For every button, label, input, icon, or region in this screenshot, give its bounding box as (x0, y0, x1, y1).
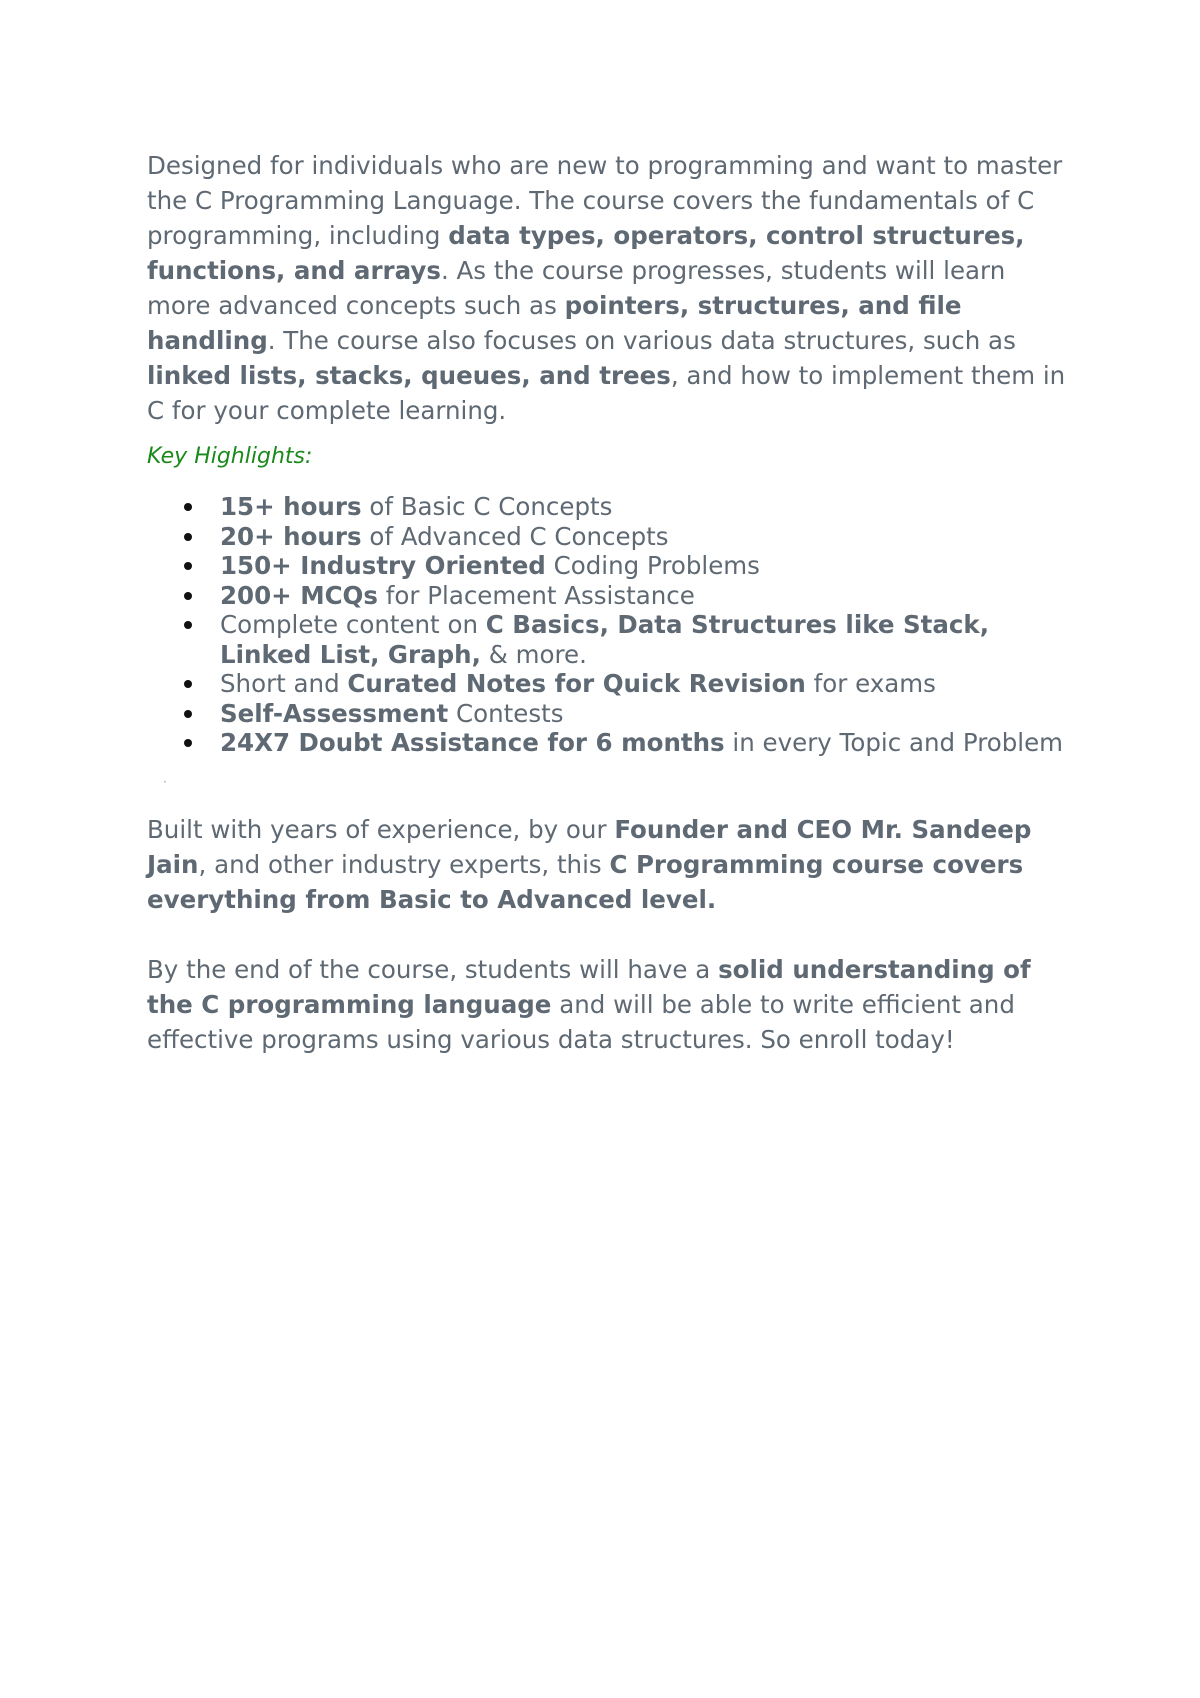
intro-bold-3: linked lists, stacks, queues, and trees (147, 361, 671, 390)
built-bold-2: C Programming course covers everything from Basic to Advanced level. (147, 849, 1024, 914)
key-highlights-heading: Key Highlights: (147, 444, 313, 469)
item-bold: Curated Notes for Quick Revision (347, 669, 806, 698)
intro-bold-1: data types, operators, control structures, functions, and arrays (147, 221, 1025, 285)
item-bold: 20+ hours (220, 521, 362, 551)
ending-paragraph (147, 952, 1067, 1057)
item-text: of Basic C Concepts (361, 492, 613, 521)
intro-text-1: Designed for individuals who are new to programming and want to master the C Programming Language. The course covers the fundamentals of C programming, including (147, 151, 1063, 250)
built-text-2: , and other industry experts, this (198, 849, 610, 879)
item-lead-text: Short and (220, 669, 348, 698)
list-item (220, 581, 1067, 611)
intro-text-3: . The course also focuses on various data structures, such as (267, 326, 1016, 355)
built-paragraph (147, 812, 1067, 917)
ending-bold-1: solid understanding of the C programming language (147, 954, 1031, 1019)
item-bold: Self-Assessment (220, 698, 449, 728)
list-item (220, 492, 1067, 522)
item-text: Coding Problems (545, 551, 760, 580)
ending-text-1: By the end of the course, students will have a (147, 954, 719, 984)
item-text: Contests (448, 698, 564, 728)
item-bold: 15+ hours (220, 492, 362, 521)
item-bold: 150+ Industry Oriented (220, 551, 546, 580)
item-bold: 200+ MCQs (220, 580, 378, 610)
item-bold: C Basics, Data Structures like Stack, Linked List, Graph, (220, 610, 990, 669)
item-bold: 24X7 Doubt Assistance for 6 months (220, 728, 725, 757)
item-text: for Placement Assistance (377, 580, 695, 610)
list-item (220, 610, 1067, 669)
document-page (147, 148, 1067, 1057)
item-text: for exams (805, 669, 936, 698)
list-item (220, 699, 1067, 729)
item-text: in every Topic and Problem (724, 728, 1064, 757)
item-text: of Advanced C Concepts (361, 521, 669, 551)
intro-text-2: . As the course progresses, students will learn more advanced concepts such as (147, 256, 1006, 320)
list-item (220, 522, 1067, 552)
built-bold-1: Founder and CEO Mr. Sandeep Jain (147, 814, 1032, 879)
item-text: & more. (480, 639, 587, 669)
list-item (220, 669, 1067, 699)
list-item (220, 551, 1067, 581)
highlights-list (147, 492, 1067, 758)
intro-bold-2: pointers, structures, and file handling (147, 291, 962, 355)
ending-text-2: and will be able to write efficient and effective programs using various data structures. So enroll today! (147, 989, 1015, 1054)
item-lead-text: Complete content on (220, 610, 486, 639)
intro-text-4: , and how to implement them in C for your complete learning. (147, 361, 1066, 425)
list-item (220, 728, 1067, 758)
built-text-1: Built with years of experience, by our (147, 814, 615, 844)
intro-paragraph (147, 148, 1067, 428)
separator-dot: · (163, 774, 167, 789)
